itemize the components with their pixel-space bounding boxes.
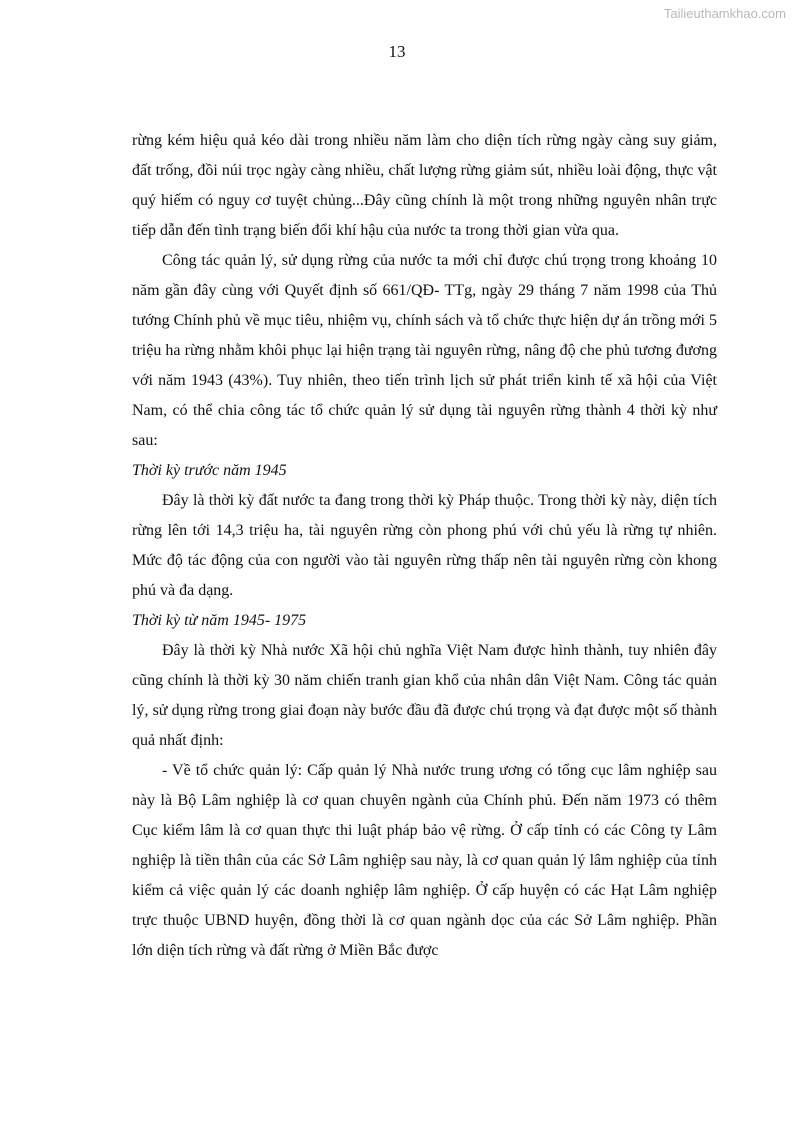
watermark: Tailieuthamkhao.com: [663, 6, 786, 21]
paragraph-before-1945: Đây là thời kỳ đất nước ta đang trong thời kỳ Pháp thuộc. Trong thời kỳ này, diện tích rừng lên tới 14,3 triệu ha, tài nguyên rừng còn phong phú với chủ yếu là rừng tự nhiên. Mức độ tác động của con người vào tài nguyên rừng thấp nên tài nguyên rừng còn khong phú và đa dạng.: [132, 492, 717, 599]
section-heading-1945-1975: Thời kỳ từ năm 1945- 1975: [132, 612, 307, 629]
paragraph-1945-1975: Đây là thời kỳ Nhà nước Xã hội chủ nghĩa Việt Nam được hình thành, tuy nhiên đây cũng chính là thời kỳ 30 năm chiến tranh gian khổ của nhân dân Việt Nam. Công tác quản lý, sử dụng rừng trong giai đoạn này bước đầu đã được chú trọng và đạt được một số thành quả nhất định:: [132, 642, 717, 749]
paragraph-management-overview: Công tác quản lý, sử dụng rừng của nước ta mới chỉ được chú trọng trong khoảng 10 năm gần đây cùng với Quyết định số 661/QĐ- TTg, ngày 29 tháng 7 năm 1998 của Thủ tướng Chính phủ về mục tiêu, nhiệm vụ, chính sách và tổ chức thực hiện dự án trồng mới 5 triệu ha rừng nhằm khôi phục lại hiện trạng tài nguyên rừng, nâng độ che phủ tương đương với năm 1943 (43%). Tuy nhiên, theo tiến trình lịch sử phát triển kinh tế xã hội của Việt Nam, có thể chia công tác tổ chức quản lý sử dụng tài nguyên rừng thành 4 thời kỳ như sau:: [132, 252, 717, 449]
paragraph-continuation: rừng kém hiệu quả kéo dài trong nhiều năm làm cho diện tích rừng ngày càng suy giảm, đất trống, đồi núi trọc ngày càng nhiều, chất lượng rừng giảm sút, nhiều loài động, thực vật quý hiếm có nguy cơ tuyệt chủng...Đây cũng chính là một trong những nguyên nhân trực tiếp dẫn đến tình trạng biến đổi khí hậu của nước ta trong thời gian vừa qua.: [132, 132, 717, 239]
page-number: 13: [388, 42, 406, 61]
document-body: [132, 126, 717, 966]
section-heading-before-1945: Thời kỳ trước năm 1945: [132, 462, 287, 479]
paragraph-organization: - Về tổ chức quản lý: Cấp quản lý Nhà nước trung ương có tổng cục lâm nghiệp sau này là Bộ Lâm nghiệp là cơ quan chuyên ngành của Chính phủ. Đến năm 1973 có thêm Cục kiểm lâm là cơ quan thực thi luật pháp bảo vệ rừng. Ở cấp tỉnh có các Công ty Lâm nghiệp là tiền thân của các Sở Lâm nghiệp sau này, là cơ quan quản lý lâm nghiệp của tỉnh kiểm cả việc quản lý các doanh nghiệp lâm nghiệp. Ở cấp huyện có các Hạt Lâm nghiệp trực thuộc UBND huyện, đồng thời là cơ quan ngành dọc của các Sở Lâm nghiệp. Phần lớn diện tích rừng và đất rừng ở Miền Bắc được: [132, 762, 717, 959]
